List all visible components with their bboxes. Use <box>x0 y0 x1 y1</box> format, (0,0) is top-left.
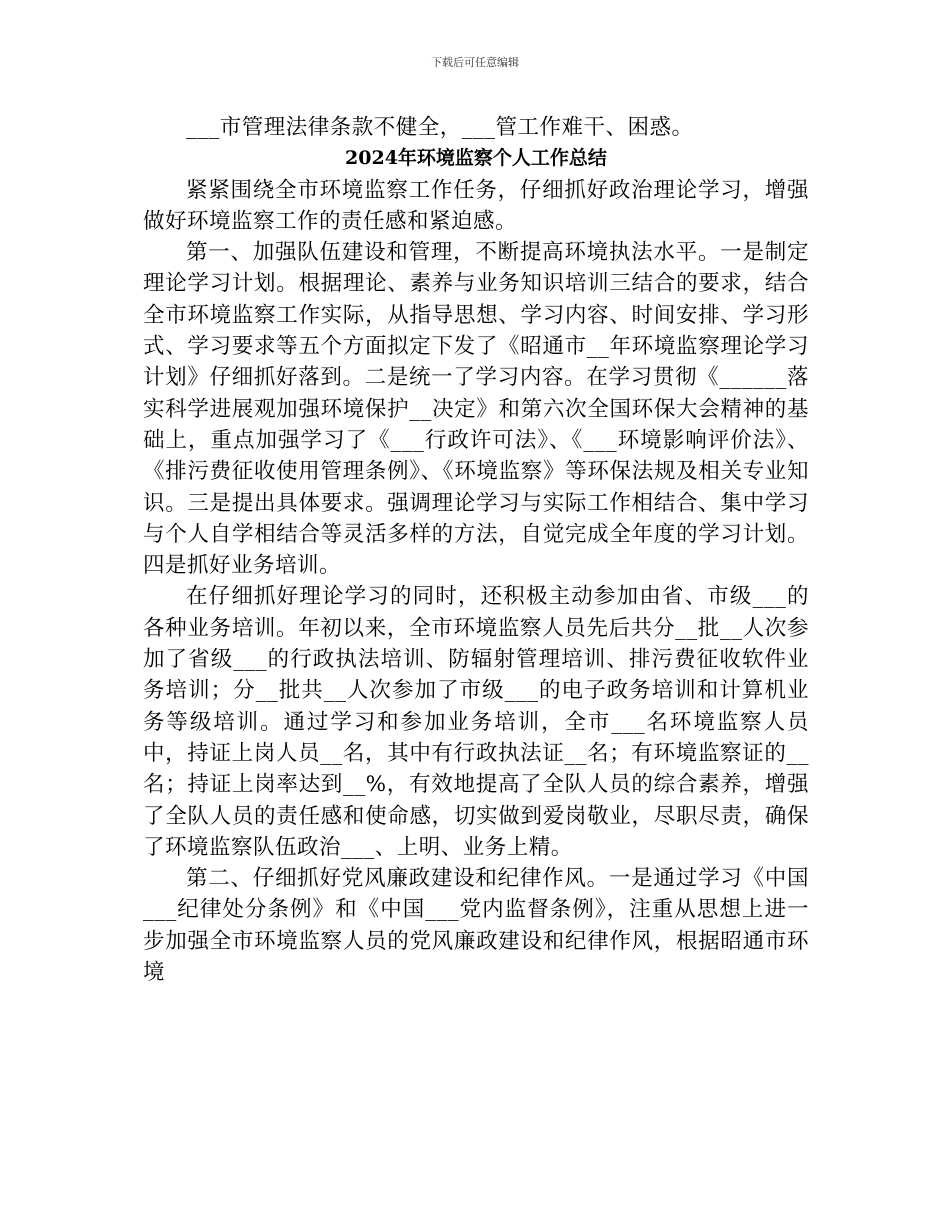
section-one-paragraph: 第一、加强队伍建设和管理，不断提高环境执法水平。一是制定理论学习计划。根据理论、素养与业务知识培训三结合的要求，结合全市环境监察工作实际，从指导思想、学习内容、时间安排、学习形式、学习要求等五个方面拟定下发了《昭通市__年环境监察理论学习计划》仔细抓好落到。二是统一了学习内容。在学习贯彻《______落实科学进展观加强环境保护__决定》和第六次全国环保大会精神的基础上，重点加强学习了《___行政许可法》、《___环境影响评价法》、《排污费征收使用管理条例》、《环境监察》等环保法规及相关专业知识。三是提出具体要求。强调理论学习与实际工作相结合、集中学习与个人自学相结合等灵活多样的方法，自觉完成全年度的学习计划。四是抓好业务培训。 <box>143 240 809 579</box>
document-title: 2024年环境监察个人工作总结 <box>345 147 607 170</box>
training-paragraph: 在仔细抓好理论学习的同时，还积极主动参加由省、市级___的各种业务培训。年初以来，全市环境监察人员先后共分__批__人次参加了省级___的行政执法培训、防辐射管理培训、排污费征收软件业务培训；分__批共__人次参加了市级___的电子政务培训和计算机业务等级培训。通过学习和参加业务培训，全市___名环境监察人员中，持证上岗人员__名，其中有行政执法证__名；有环境监察证的__名；持证上岗率达到__%，有效地提高了全队人员的综合素养，增强了全队人员的责任感和使命感，切实做到爱岗敬业，尽职尽责，确保了环境监察队伍政治___、上明、业务上精。 <box>143 584 809 860</box>
intro-paragraph: 紧紧围绕全市环境监察工作任务，仔细抓好政治理论学习，增强做好环境监察工作的责任感和紧迫感。 <box>143 177 809 234</box>
document-body <box>143 112 809 988</box>
fragment-paragraph: ___市管理法律条款不健全，___管工作难干、困惑。 <box>186 115 694 140</box>
section-two-paragraph: 第二、仔细抓好党风廉政建设和纪律作风。一是通过学习《中国___纪律处分条例》和《中国___党内监督条例》，注重从思想上进一步加强全市环境监察人员的党风廉政建设和纪律作风，根据昭通市环境 <box>143 866 809 986</box>
page-header-note: 下载后可任意编辑 <box>431 56 519 69</box>
